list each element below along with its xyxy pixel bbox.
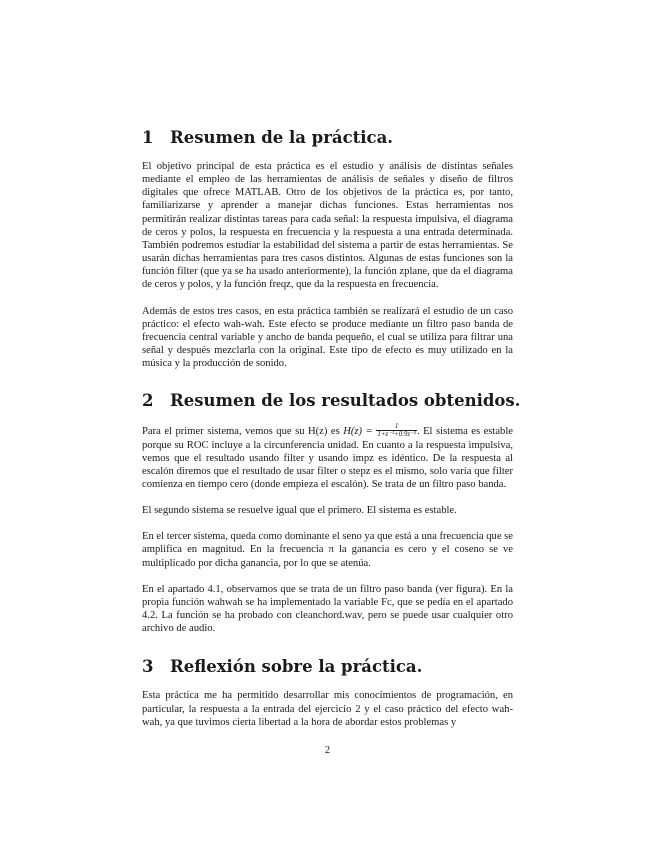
section-heading: [142, 657, 513, 677]
formula-lhs: H(z) =: [343, 426, 377, 438]
paragraph: En el tercer sistema, queda como dominante el seno ya que está a una frecuencia que se amplifica en magnitud. En la frecuencia π la ganancia es cero y el coseno se ve multiplicado por dicha ganancia, por lo que se atenúa.: [142, 531, 513, 569]
section-title: Resumen de la práctica.: [170, 128, 394, 147]
paragraph: Esta práctica me ha permitido desarrollar mis conocimientos de programación, en particular, la respuesta a la entrada del ejercicio 2 y el caso práctico del efecto wah-wah, ya que tuvimos cierta libertad a la hora de abordar estos problemas y: [142, 690, 513, 728]
page-body: [142, 128, 521, 742]
fraction-numerator: 1: [376, 423, 417, 431]
fraction-denominator: 1+z⁻¹+0.9z⁻²: [377, 430, 416, 439]
text-run: . El sistema es estable porque su ROC incluye a la circunferencia unidad. En cuanto a la respuesta impulsiva, vemos que el resultado usando filter y usando impz es idéntico. De la respuesta al escalón diremos que el resultado de usar filter o stepz es el mismo, solo varía que filter comienza en tiempo cero (donde empieza el escalón). Se trata de un filtro paso banda.: [142, 426, 514, 490]
transfer-function-fraction: [376, 423, 417, 438]
paragraph: Además de estos tres casos, en esta práctica también se realizará el estudio de un caso práctico: el efecto wah-wah. Este efecto se produce mediante un filtro paso banda de frecuencia central variable y ancho de banda pequeño, el cual se utiliza para filtrar una señal y después mezclarla con la original. Este tipo de efecto es muy utilizado en la música y la producción de sonido.: [142, 305, 513, 370]
section-title: Reflexión sobre la práctica.: [170, 657, 423, 677]
page-number: 2: [324, 745, 331, 756]
section-heading: [142, 128, 513, 148]
section-number: 2: [142, 391, 154, 411]
section-2: [142, 391, 521, 635]
section-3: [142, 657, 513, 728]
section-heading: [142, 391, 521, 411]
section-number: 3: [142, 657, 154, 677]
text-run: Para el primer sistema, vemos que su H(z) es: [142, 426, 344, 438]
section-1: [142, 128, 513, 370]
paragraph: El objetivo principal de esta práctica es el estudio y análisis de distintas señales mediante el empleo de las herramientas de análisis de señales y diseño de filtros digitales que ofrece MATLAB. Otro de los objetivos de la práctica es, por tanto, familiarizarse y aprender a manejar dichas funciones. Estas herramientas nos permitirán realizar distintas tareas para cada señal: la respuesta impulsiva, el diagrama de ceros y polos, la respuesta en frecuencia y la respuesta a una entrada determinada. También podremos estudiar la estabilidad del sistema a partir de estas herramientas. Se usarán dichas herramientas para tres casos distintos. Algunas de estas funciones son la función filter (que ya se ha usado anteriormente), la función zplane, que da el diagrama de ceros y polos, y la función freqz, que da la respuesta en frecuencia.: [142, 161, 513, 291]
paragraph: En el apartado 4.1, observamos que se trata de un filtro paso banda (ver figura). En la propia función wahwah se ha implementado la variable Fc, que se pedía en el apartado 4.2. La función se ha probado con cleanchord.wav, pero se puede usar cualquier otro archivo de audio.: [142, 583, 513, 635]
paragraph: El segundo sistema se resuelve igual que el primero. El sistema es estable.: [142, 505, 457, 517]
section-number: 1: [142, 128, 154, 147]
paragraph: [142, 423, 513, 491]
section-title: Resumen de los resultados obtenidos.: [170, 391, 521, 411]
